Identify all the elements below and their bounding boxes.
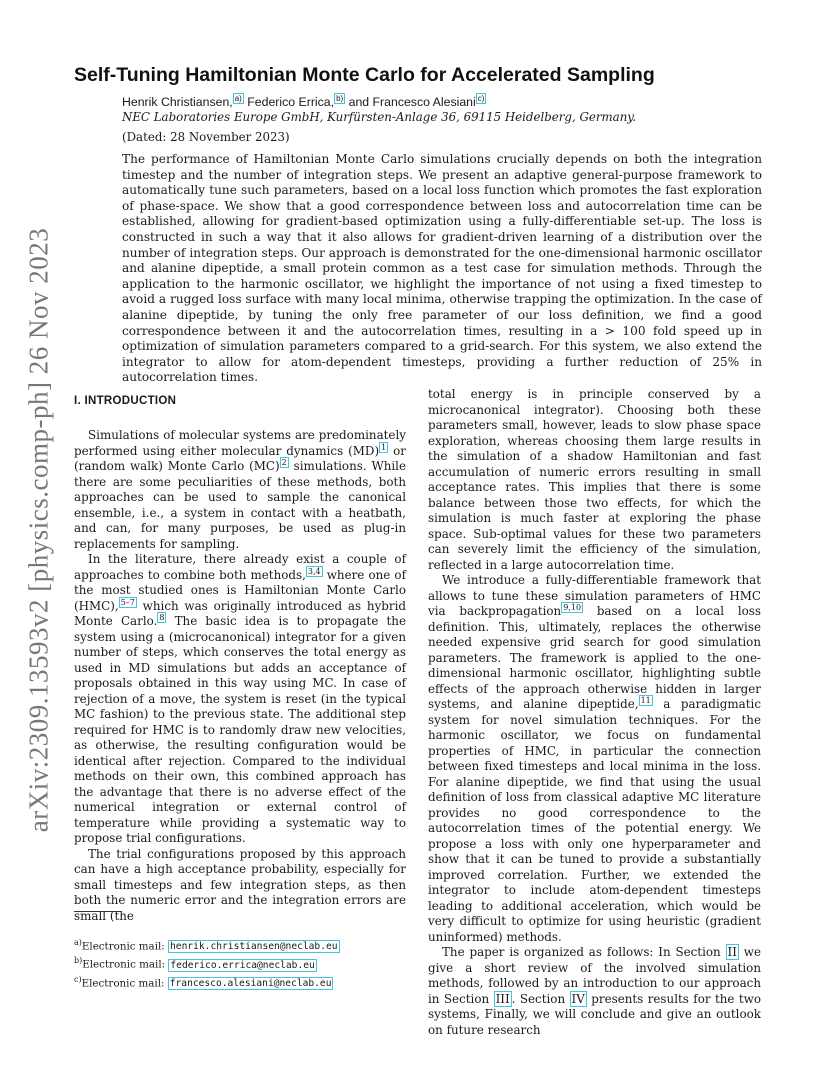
footnote: $^{b)}$Electronic mail: federico.errica@neclab.eu: [74, 956, 315, 971]
section-link[interactable]: III: [495, 991, 510, 1006]
affiliation: NEC Laboratories Europe GmbH, Kurfürsten-Anlage 36, 69115 Heidelberg, Germany.: [122, 110, 637, 124]
author-name: and Francesco Alesiani: [345, 95, 476, 110]
section-link[interactable]: II: [727, 945, 737, 959]
left-column: [74, 428, 406, 924]
section-link[interactable]: IV: [571, 991, 585, 1006]
right-column: [428, 387, 761, 1038]
citation-link[interactable]: 3,4: [307, 566, 321, 576]
citation-link[interactable]: 9,10: [563, 603, 582, 613]
paragraph: We introduce a fully-differentiable framework that allows to tune these simulation parameters of HMC via backpropagation $^{9,10}$ based on a local loss definition. This, ultimately, replaces the otherwise needed expensive grid search for good simulation parameters. The framework is applied to the one-dimensional harmonic oscillator, highlighting subtle effects of the approach otherwise hidden in larger systems, and alanine dipeptide, $^{11}$ a paradigmatic system for novel simulation techniques. For the harmonic oscillator, we focus on fundamental properties of HMC, in particular the connection between fixed timesteps and local minima in the loss. For alanine dipeptide, we find that using the usual definition of loss from classical adaptive MC literature provides no good correspondence to the autocorrelation times of the potential energy. We propose a loss with only one hyperparameter and show that it can be tuned to provide a substantially improved correlation. Further, we extended the integrator to include atom-dependent timesteps leading to additional acceleration, which would be very difficult to optimize for using heuristic (gradient uninformed) methods.: [428, 573, 761, 944]
email-link[interactable]: henrik.christiansen@neclab.eu: [170, 941, 338, 953]
arxiv-stamp: [22, 227, 56, 833]
paragraph: Simulations of molecular systems are predominately performed using either molecular dynamics (MD) $^1$ or (random walk) Monte Carlo (MC) $^2$ simulations. While there are some peculiarities of these methods, both approaches can be used to sample the canonical ensemble, i.e., a system in contact with a heatbath, and can, for many purposes, be used as plug-in replacements for sampling.: [74, 428, 406, 551]
citation-link[interactable]: 1: [381, 442, 387, 452]
email-link[interactable]: federico.errica@neclab.eu: [170, 959, 315, 971]
footnote: $^{a)}$Electronic mail: henrik.christiansen@neclab.eu: [74, 938, 338, 953]
paragraph: In the literature, there already exist a couple of approaches to combine both methods, $^{3,4}$ where one of the most studied ones is Hamiltonian Monte Carlo (HMC), $^{5-7}$ which was originally introduced as hybrid Monte Carlo. $^8$ The basic idea is to propagate the system using a (microcanonical) integrator for a given number of steps, which conserves the total energy as used in MD simulations but adds an acceptance of proposals obtained in this way using MC. In case of rejection of a move, the system is reset (in the typical MC fashion) to the previous state. The additional step required for HMC is to randomly draw new velocities, as otherwise, the resulting configuration would be identical after rejection. Compared to the individual methods on their own, this combined approach has the advantage that there is no adverse effect of the numerical integration or external control of temperature while providing a systematic way to propose trial configurations.: [74, 552, 406, 845]
footnote: $^{c)}$Electronic mail: francesco.alesiani@neclab.eu: [74, 974, 332, 990]
paragraph: total energy is in principle conserved by a microcanonical integrator). Choosing both these parameters small, however, leads to slow phase space exploration, whereas choosing them large results in the simulation of a shadow Hamiltonian and fast accumulation of numeric errors resulting in small acceptance rates. This implies that there is some balance between those two effects, for which the simulation is much faster at exploring the phase space. Sub-optimal values for these two parameters can severely limit the efficiency of the simulation, reflected in a large autocorrelation time.: [428, 387, 761, 572]
email-link[interactable]: francesco.alesiani@neclab.eu: [169, 978, 332, 990]
date-line: (Dated: 28 November 2023): [122, 130, 290, 144]
author-footnote-link[interactable]: a): [234, 94, 242, 103]
author-name: Federico Errica,: [243, 95, 335, 110]
citation-link[interactable]: 8: [159, 613, 165, 623]
citation-link[interactable]: 11: [640, 696, 651, 706]
citation-link[interactable]: 5–7: [120, 597, 135, 607]
section-heading: I. INTRODUCTION: [74, 395, 177, 407]
paper-title: Self-Tuning Hamiltonian Monte Carlo for Accelerated Sampling: [74, 64, 655, 86]
paragraph: The trial configurations proposed by this approach can have a high acceptance probability, especially for small timesteps and few integration steps, as then both the numeric error and the integration errors are small (the: [74, 846, 406, 923]
author-footnote-link[interactable]: b): [336, 94, 344, 103]
author-list: [122, 94, 486, 109]
footnotes: [74, 936, 340, 991]
footnote-rule: [74, 911, 122, 912]
citation-link[interactable]: 2: [281, 458, 287, 468]
arxiv-stamp-text: arXiv:2309.13593v2 [physics.comp-ph] 26 Nov 2023: [23, 227, 54, 833]
paragraph: The paper is organized as follows: In Section II we give a short review of the involved simulation methods, followed by an introduction to our approach in Section III . Section IV presents results for the two systems, Finally, we will conclude and give an outlook on future research: [428, 945, 761, 1037]
abstract: The performance of Hamiltonian Monte Carlo simulations crucially depends on both the integration timestep and the number of integration steps. We present an adaptive general-purpose framework to automatically tune such parameters, based on a local loss function which promotes the fast exploration of phase-space. We show that a good correspondence between loss and autocorrelation time can be established, allowing for gradient-based optimization using a fully-differentiable set-up. The loss is constructed in such a way that it also allows for gradient-driven learning of a distribution over the number of integration steps. Our approach is demonstrated for the one-dimensional harmonic oscillator and alanine dipeptide, a small protein common as a test case for simulation methods. Through the application to the harmonic oscillator, we highlight the importance of not using a fixed timestep to avoid a rugged loss surface with many local minima, otherwise trapping the optimization. In the case of alanine dipeptide, by tuning the only free parameter of our loss definition, we find a good correspondence between it and the autocorrelation times, resulting in a > 100 fold speed up in optimization of simulation parameters compared to a grid-search. For this system, we also extend the integrator to allow for atom-dependent timesteps, providing a further reduction of 25% in autocorrelation times.: [122, 152, 762, 385]
author-footnote-link[interactable]: c): [477, 94, 485, 103]
author-name: Henrik Christiansen,: [122, 95, 233, 110]
